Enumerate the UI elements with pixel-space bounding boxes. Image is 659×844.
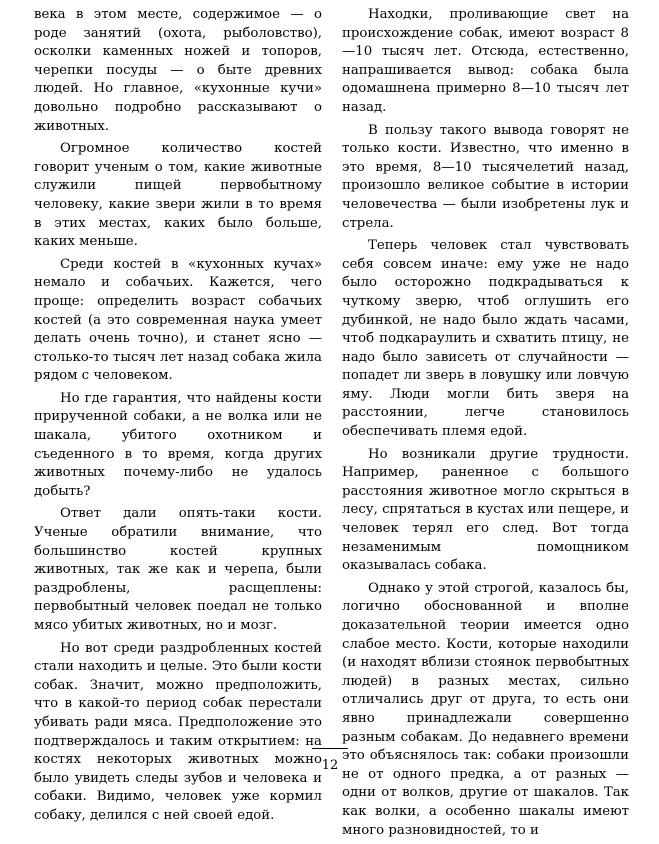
paragraph: Но вот среди раздробленных костей стали находить и целые. Это были кости собак. Значит, можно предположить, что в какой-то период собак перестали убивать ради мяса. Предположение это подтверждалось и таким открытием: на костях некоторых животных можно было увидеть следы зубов и человека и собаки. Видимо, человек уже кормил собаку, делился с ней своей едой. [34, 640, 322, 823]
paragraph: Но возникали другие трудности. Например, раненное с большого расстояния животное могло скрыться в лесу, спрятаться в кустах или пещере, и человек терял его след. Вот тогда незаменимым помощником оказывалась собака. [342, 446, 629, 574]
right-column [342, 6, 629, 844]
paragraph: Теперь человек стал чувствовать себя совсем иначе: ему уже не надо было осторожно подкрадываться к чуткому зверю, чтоб оглушить его дубинкой, не надо было ждать часами, чтоб подкараулить и схватить птицу, не надо было зависеть от случайности — попадет ли зверь в ловушку или ловчую яму. Люди могли бить зверя на расстоянии, легче становилось обеспечивать племя едой. [342, 238, 629, 440]
paragraph: Среди костей в «кухонных кучах» немало и собачьих. Кажется, чего проще: определить возраст собачьих костей (а это современная наука умеет делать очень точно), и станет ясно — столько-то тысяч лет назад собака жила рядом с человеком. [34, 256, 322, 384]
paragraph: Однако у этой строгой, казалось бы, логично обоснованной и вполне доказательной теории имеется одно слабое место. Кости, которые находили (и находят вблизи стоянок первобытных людей) в разных местах, сильно отличались друг от друга, то есть они явно принадлежали совершенно разным собакам. До недавнего времени это объяснялось так: собаки произошли не от одного предка, а от разных — одни от волков, другие от шакалов. Так как волки, а особенно шакалы имеют много разновидностей, то и [342, 580, 629, 838]
paragraph: Но где гарантия, что найдены кости прирученной собаки, а не волка или не шакала, убитого охотником и съеденного в то время, когда других животных почему-либо не удалось добыть? [34, 390, 322, 499]
paragraph: Ответ дали опять-таки кости. Ученые обратили внимание, что большинство костей крупных животных, так же как и черепа, были раздроблены, расщеплены: первобытный человек поедал не только мясо убитых животных, но и мозг. [34, 506, 322, 633]
paragraph: века в этом месте, содержимое — о роде занятий (охота, рыболовство), осколки каменных ножей и топоров, черепки посуды — о быте древних людей. Но главное, «кухонные кучи» довольно подробно рассказывают о животных. [34, 7, 322, 134]
left-column [34, 6, 322, 830]
footer-divider [312, 748, 348, 749]
page-number: 12 [321, 758, 339, 773]
paragraph: В пользу такого вывода говорят не только кости. Известно, что именно в это время, 8—10 тысячелетий назад, произошло великое событие в истории человечества — были изобретены лук и стрела. [342, 122, 629, 231]
paragraph: Находки, проливающие свет на происхождение собак, имеют возраст 8—10 тысяч лет. Отсюда, естественно, напрашивается вывод: собака была одомашнена примерно 8—10 тысяч лет назад. [342, 7, 629, 115]
paragraph: Огромное количество костей говорит ученым о том, какие животные служили пищей первобытному человеку, какие звери жили в то время в этих местах, каких было больше, каких меньше. [34, 141, 322, 250]
